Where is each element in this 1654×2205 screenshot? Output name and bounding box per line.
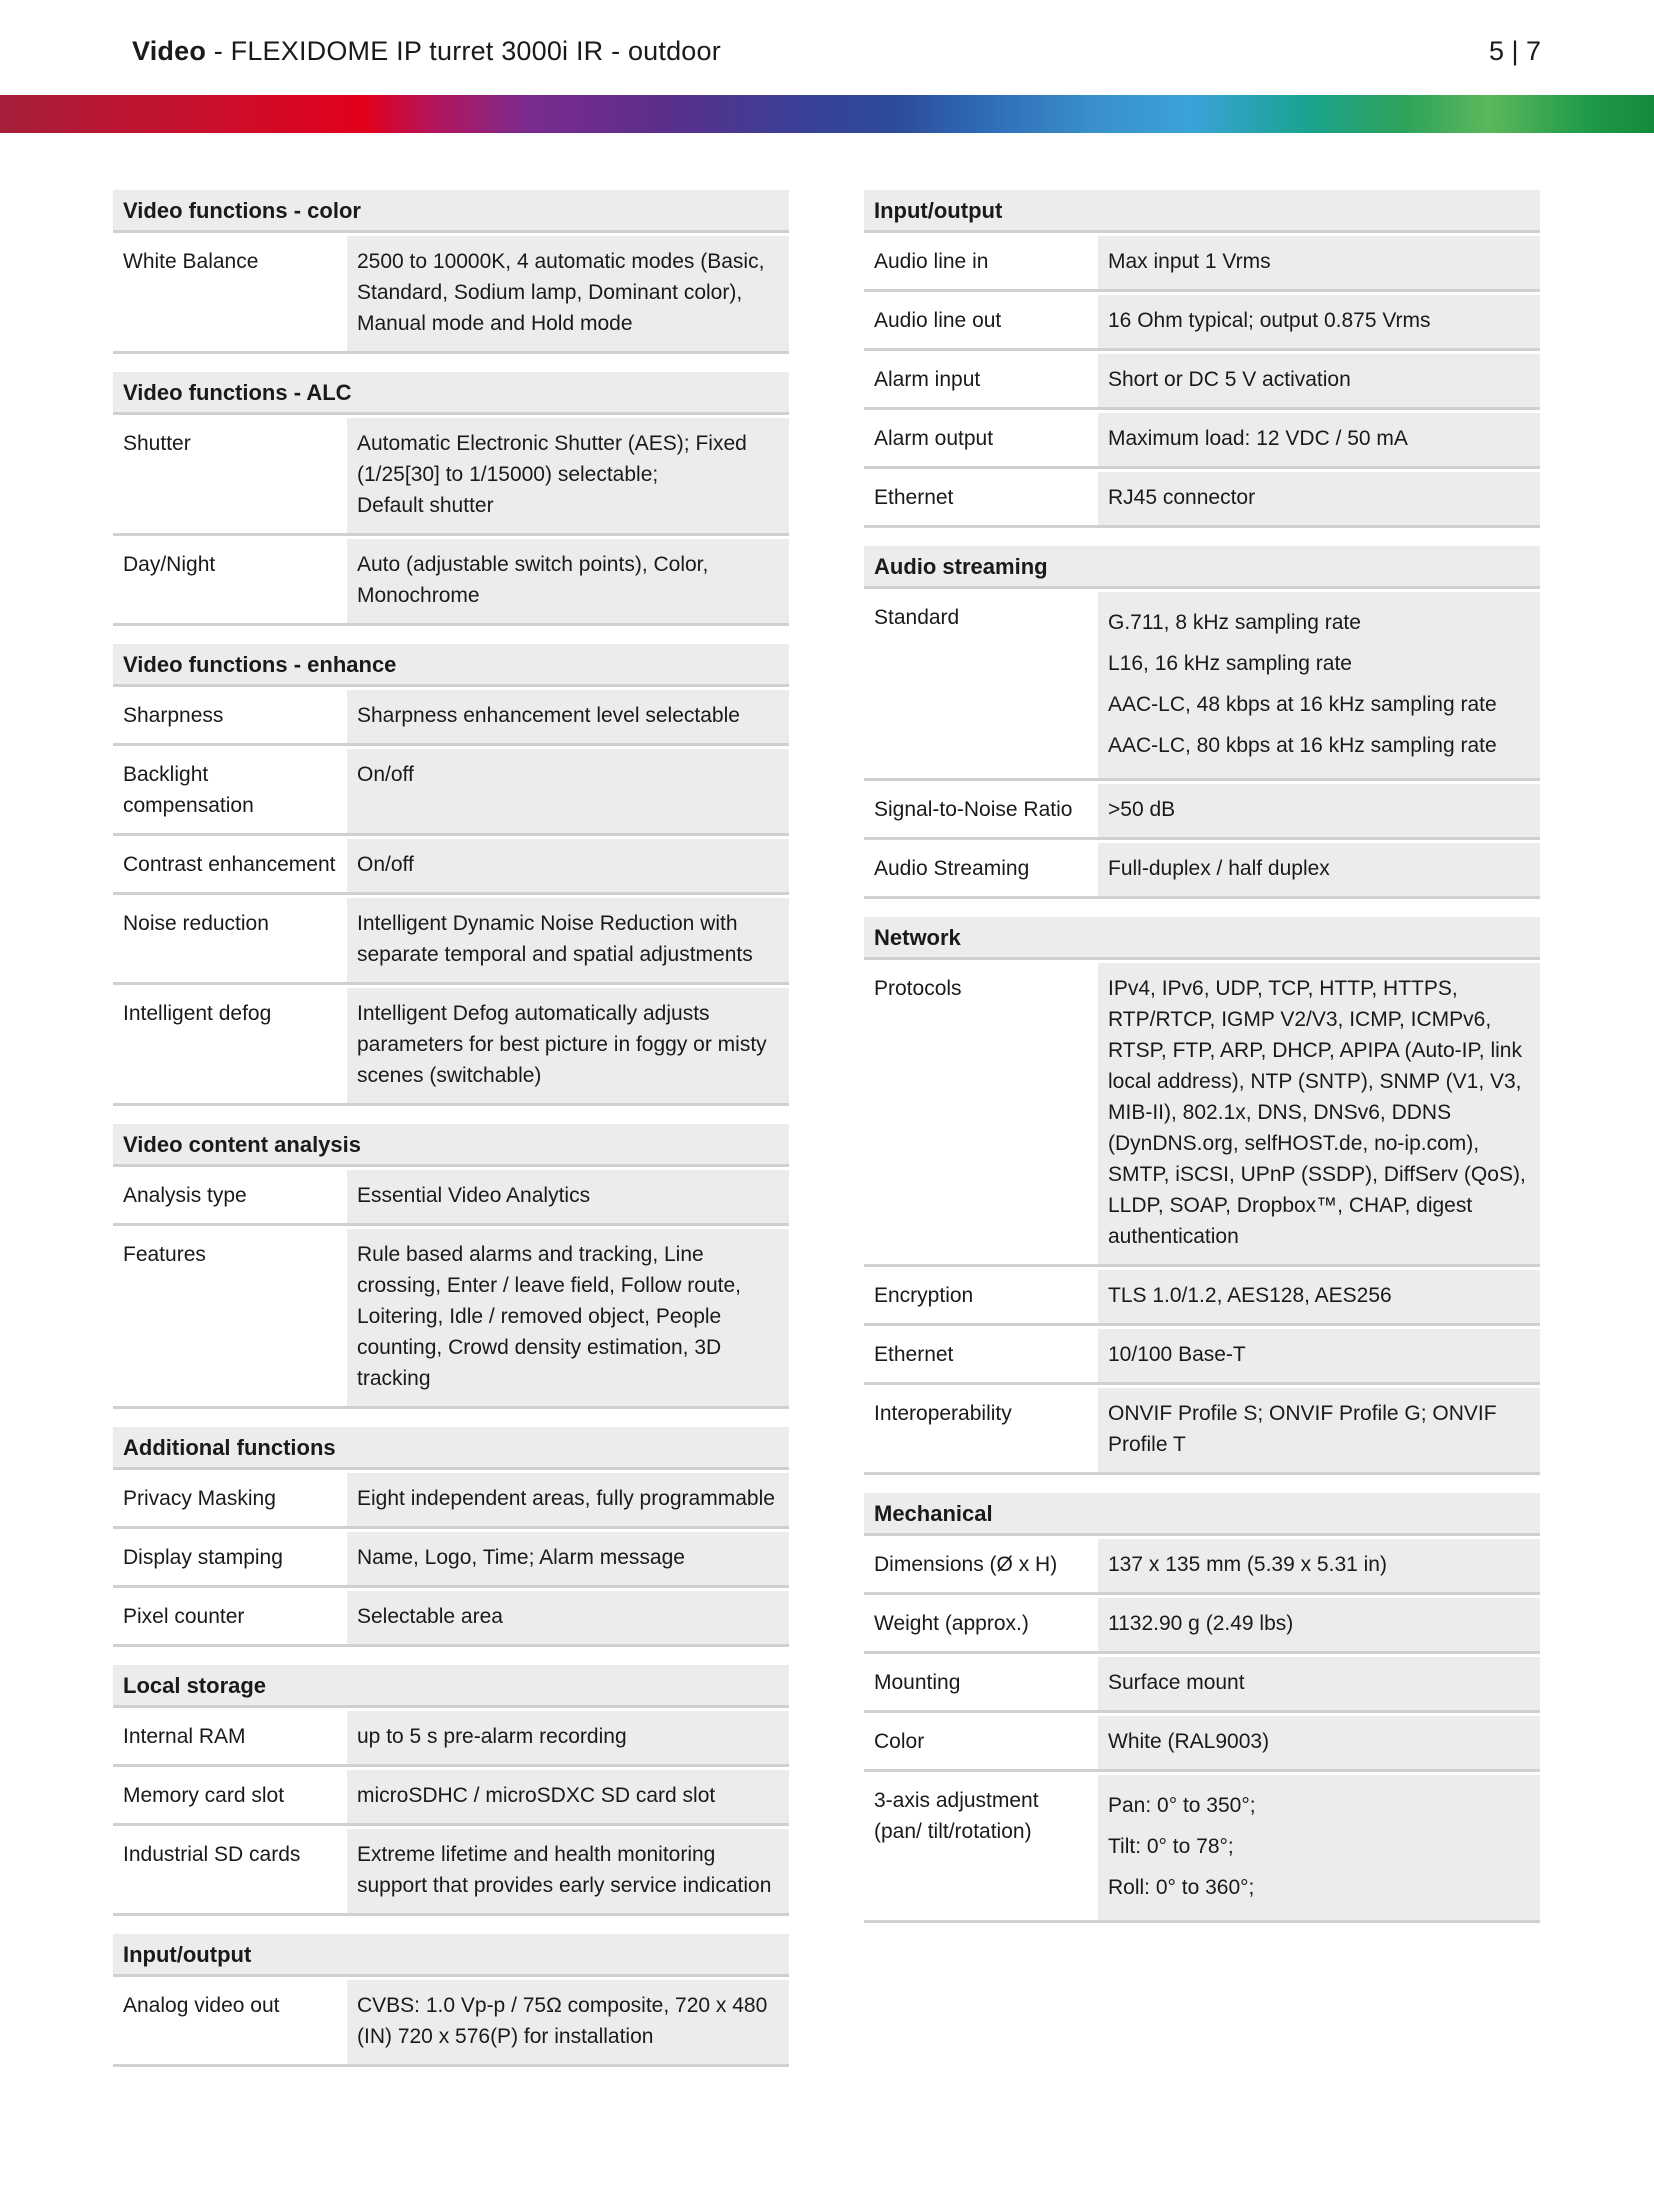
spec-value	[347, 1829, 789, 1913]
spec-value	[347, 749, 789, 833]
spec-row	[113, 1532, 789, 1588]
spec-label: Weight (approx.)	[864, 1598, 1098, 1651]
spec-row	[113, 1711, 789, 1767]
spec-label: Interoperability	[864, 1388, 1098, 1472]
spec-value	[1098, 236, 1540, 289]
spec-value-line: Intelligent Dynamic Noise Reduction with separate temporal and spatial adjustments	[357, 912, 753, 966]
section-heading: Video functions - color	[113, 190, 789, 233]
spec-value-line: Sharpness enhancement level selectable	[357, 704, 740, 727]
spec-row	[113, 988, 789, 1106]
spec-value-line: 137 x 135 mm (5.39 x 5.31 in)	[1108, 1553, 1387, 1576]
section-heading: Video functions - ALC	[113, 372, 789, 415]
spec-value-line: Short or DC 5 V activation	[1108, 368, 1351, 391]
spec-value	[347, 690, 789, 743]
spec-value-line: 16 Ohm typical; output 0.875 Vrms	[1108, 309, 1431, 332]
spec-label: Audio Streaming	[864, 843, 1098, 896]
spec-row	[864, 592, 1540, 781]
spec-row	[113, 898, 789, 985]
section-heading: Video content analysis	[113, 1124, 789, 1167]
spec-row	[113, 839, 789, 895]
spec-value-line: Tilt: 0° to 78°;	[1108, 1835, 1234, 1858]
spec-value-line: CVBS: 1.0 Vp-p / 75Ω composite, 720 x 480 (IN) 720 x 576(P) for installation	[357, 1994, 768, 2048]
spec-value-line: Rule based alarms and tracking, Line crossing, Enter / leave field, Follow route, Loitering, Idle / removed object, People counting, Crowd density estimation, 3D tracking	[357, 1243, 742, 1390]
spec-value	[347, 988, 789, 1103]
spec-value-line: Selectable area	[357, 1605, 503, 1628]
spec-value-line: Surface mount	[1108, 1671, 1245, 1694]
spec-value	[1098, 1388, 1540, 1472]
spec-value	[1098, 1329, 1540, 1382]
spec-value	[347, 1532, 789, 1585]
spec-value-line: Auto (adjustable switch points), Color, Monochrome	[357, 553, 709, 607]
spec-section-network	[864, 917, 1540, 1475]
spec-value-line: Name, Logo, Time; Alarm message	[357, 1546, 685, 1569]
spec-label: Audio line out	[864, 295, 1098, 348]
spec-row	[113, 1980, 789, 2067]
spec-row	[864, 843, 1540, 899]
spec-value-line: RJ45 connector	[1108, 486, 1256, 509]
spec-label: Ethernet	[864, 472, 1098, 525]
spec-value-line: Eight independent areas, fully programmable	[357, 1487, 775, 1510]
section-heading: Network	[864, 917, 1540, 960]
spec-value	[1098, 1657, 1540, 1710]
spec-value-line: L16, 16 kHz sampling rate	[1108, 652, 1352, 675]
spec-value	[1098, 1716, 1540, 1769]
spec-value-line: White (RAL9003)	[1108, 1730, 1270, 1753]
spec-value	[347, 1980, 789, 2064]
spec-value	[347, 1711, 789, 1764]
spec-value	[347, 539, 789, 623]
spec-row	[113, 539, 789, 626]
spec-label: Signal-to-Noise Ratio	[864, 784, 1098, 837]
spec-section-video-functions-alc	[113, 372, 789, 626]
spec-label: 3-axis adjustment (pan/ tilt/rotation)	[864, 1775, 1098, 1920]
spec-label: Privacy Masking	[113, 1473, 347, 1526]
spec-row	[864, 1657, 1540, 1713]
spec-value-line: Pan: 0° to 350°;	[1108, 1794, 1256, 1817]
spec-value	[1098, 592, 1540, 778]
spec-row	[113, 236, 789, 354]
spec-value-line: 2500 to 10000K, 4 automatic modes (Basic, Standard, Sodium lamp, Dominant color), Manual mode and Hold mode	[357, 250, 765, 335]
spec-label: Encryption	[864, 1270, 1098, 1323]
spec-value	[1098, 354, 1540, 407]
spec-row	[864, 1716, 1540, 1772]
spec-label: Pixel counter	[113, 1591, 347, 1644]
spec-value	[347, 418, 789, 533]
spec-row	[864, 236, 1540, 292]
spec-value	[1098, 1539, 1540, 1592]
right-column	[864, 190, 1540, 1941]
spec-value	[347, 898, 789, 982]
spec-value	[1098, 963, 1540, 1264]
spec-value-line: Default shutter	[357, 494, 494, 517]
spec-row	[864, 354, 1540, 410]
spec-value-line: Intelligent Defog automatically adjusts parameters for best picture in foggy or misty scenes (switchable)	[357, 1002, 767, 1087]
spec-value-line: On/off	[357, 853, 414, 876]
spec-label: Backlight compensation	[113, 749, 347, 833]
spec-row	[864, 1775, 1540, 1923]
spec-row	[113, 1829, 789, 1916]
spec-label: Dimensions (Ø x H)	[864, 1539, 1098, 1592]
spec-value-line: On/off	[357, 763, 414, 786]
spec-row	[864, 1388, 1540, 1475]
spec-row	[864, 1539, 1540, 1595]
spec-label: Ethernet	[864, 1329, 1098, 1382]
spec-row	[864, 784, 1540, 840]
section-heading: Additional functions	[113, 1427, 789, 1470]
spec-section-additional-functions	[113, 1427, 789, 1647]
spec-row	[864, 963, 1540, 1267]
spec-value	[347, 1591, 789, 1644]
spec-value-line: up to 5 s pre-alarm recording	[357, 1725, 627, 1748]
spec-value-line: Full-duplex / half duplex	[1108, 857, 1330, 880]
spec-value-line: Max input 1 Vrms	[1108, 250, 1271, 273]
section-heading: Input/output	[113, 1934, 789, 1977]
spec-row	[113, 690, 789, 746]
brand-color-bar	[0, 95, 1654, 133]
spec-value	[1098, 843, 1540, 896]
spec-label: Sharpness	[113, 690, 347, 743]
spec-label: Audio line in	[864, 236, 1098, 289]
spec-value	[1098, 472, 1540, 525]
spec-value	[1098, 784, 1540, 837]
spec-label: Memory card slot	[113, 1770, 347, 1823]
spec-label: Internal RAM	[113, 1711, 347, 1764]
spec-value-line: Roll: 0° to 360°;	[1108, 1876, 1255, 1899]
spec-section-local-storage	[113, 1665, 789, 1916]
spec-value-line: AAC-LC, 80 kbps at 16 kHz sampling rate	[1108, 734, 1497, 757]
left-column	[113, 190, 789, 2085]
spec-row	[864, 1598, 1540, 1654]
spec-value	[347, 839, 789, 892]
title-bold: Video	[132, 36, 207, 66]
spec-label: Alarm output	[864, 413, 1098, 466]
spec-label: Contrast enhancement	[113, 839, 347, 892]
spec-value-line: Extreme lifetime and health monitoring support that provides early service indication	[357, 1843, 772, 1897]
spec-row	[113, 1473, 789, 1529]
spec-value-line: G.711, 8 kHz sampling rate	[1108, 611, 1361, 634]
page-header	[0, 0, 1654, 95]
spec-label: Analog video out	[113, 1980, 347, 2064]
spec-value-line: Maximum load: 12 VDC / 50 mA	[1108, 427, 1408, 450]
spec-label: Analysis type	[113, 1170, 347, 1223]
spec-value-line: Essential Video Analytics	[357, 1184, 591, 1207]
spec-label: Intelligent defog	[113, 988, 347, 1103]
spec-row	[113, 1591, 789, 1647]
spec-value-line: 1132.90 g (2.49 lbs)	[1108, 1612, 1294, 1635]
spec-label: Shutter	[113, 418, 347, 533]
spec-row	[864, 295, 1540, 351]
document-title	[132, 36, 721, 67]
spec-value	[347, 1229, 789, 1406]
spec-label: Noise reduction	[113, 898, 347, 982]
spec-section-input-output	[864, 190, 1540, 528]
spec-row	[864, 1329, 1540, 1385]
spec-value-line: IPv4, IPv6, UDP, TCP, HTTP, HTTPS, RTP/RTCP, IGMP V2/V3, ICMP, ICMPv6, RTSP, FTP, ARP, DHCP, APIPA (Auto-IP, link local address), NTP (SNTP), SNMP (V1, V3, MIB-II), 802.1x, DNS, DNSv6, DDNS (DynDNS.org, selfHOST.de, no-ip.com), SMTP, iSCSI, UPnP (SSDP), DiffServ (QoS), LLDP, SOAP, Dropbox™, CHAP, digest authentication	[1108, 977, 1526, 1248]
spec-label: Display stamping	[113, 1532, 347, 1585]
spec-value	[347, 1473, 789, 1526]
spec-value	[1098, 295, 1540, 348]
spec-value	[1098, 1598, 1540, 1651]
spec-section-video-content-analysis	[113, 1124, 789, 1409]
spec-value-line: TLS 1.0/1.2, AES128, AES256	[1108, 1284, 1392, 1307]
spec-row	[113, 1770, 789, 1826]
spec-value	[1098, 1270, 1540, 1323]
spec-value	[347, 1170, 789, 1223]
spec-section-audio-streaming	[864, 546, 1540, 899]
spec-label: Industrial SD cards	[113, 1829, 347, 1913]
spec-label: Standard	[864, 592, 1098, 778]
spec-section-input-output	[113, 1934, 789, 2067]
spec-label: Alarm input	[864, 354, 1098, 407]
spec-row	[113, 1170, 789, 1226]
spec-row	[113, 418, 789, 536]
spec-label: White Balance	[113, 236, 347, 351]
spec-value	[347, 236, 789, 351]
spec-value-line: ONVIF Profile S; ONVIF Profile G; ONVIF Profile T	[1108, 1402, 1497, 1456]
spec-value-line: >50 dB	[1108, 798, 1176, 821]
spec-label: Day/Night	[113, 539, 347, 623]
section-heading: Local storage	[113, 1665, 789, 1708]
spec-value-line: Automatic Electronic Shutter (AES); Fixed (1/25[30] to 1/15000) selectable;	[357, 432, 747, 486]
spec-value-line: microSDHC / microSDXC SD card slot	[357, 1784, 716, 1807]
spec-section-video-functions-color	[113, 190, 789, 354]
spec-label: Mounting	[864, 1657, 1098, 1710]
spec-label: Color	[864, 1716, 1098, 1769]
page-number: 5 | 7	[1488, 36, 1541, 66]
section-heading: Audio streaming	[864, 546, 1540, 589]
spec-value	[347, 1770, 789, 1823]
spec-value-line: AAC-LC, 48 kbps at 16 kHz sampling rate	[1108, 693, 1497, 716]
spec-row	[864, 413, 1540, 469]
section-heading: Input/output	[864, 190, 1540, 233]
section-heading: Mechanical	[864, 1493, 1540, 1536]
spec-value-line: 10/100 Base-T	[1108, 1343, 1246, 1366]
spec-value	[1098, 413, 1540, 466]
section-heading: Video functions - enhance	[113, 644, 789, 687]
spec-row	[113, 1229, 789, 1409]
spec-section-mechanical	[864, 1493, 1540, 1923]
spec-label: Features	[113, 1229, 347, 1406]
spec-section-video-functions-enhance	[113, 644, 789, 1106]
spec-label: Protocols	[864, 963, 1098, 1264]
spec-row	[113, 749, 789, 836]
spec-row	[864, 1270, 1540, 1326]
spec-value	[1098, 1775, 1540, 1920]
title-rest: - FLEXIDOME IP turret 3000i IR - outdoor	[206, 36, 721, 66]
spec-row	[864, 472, 1540, 528]
